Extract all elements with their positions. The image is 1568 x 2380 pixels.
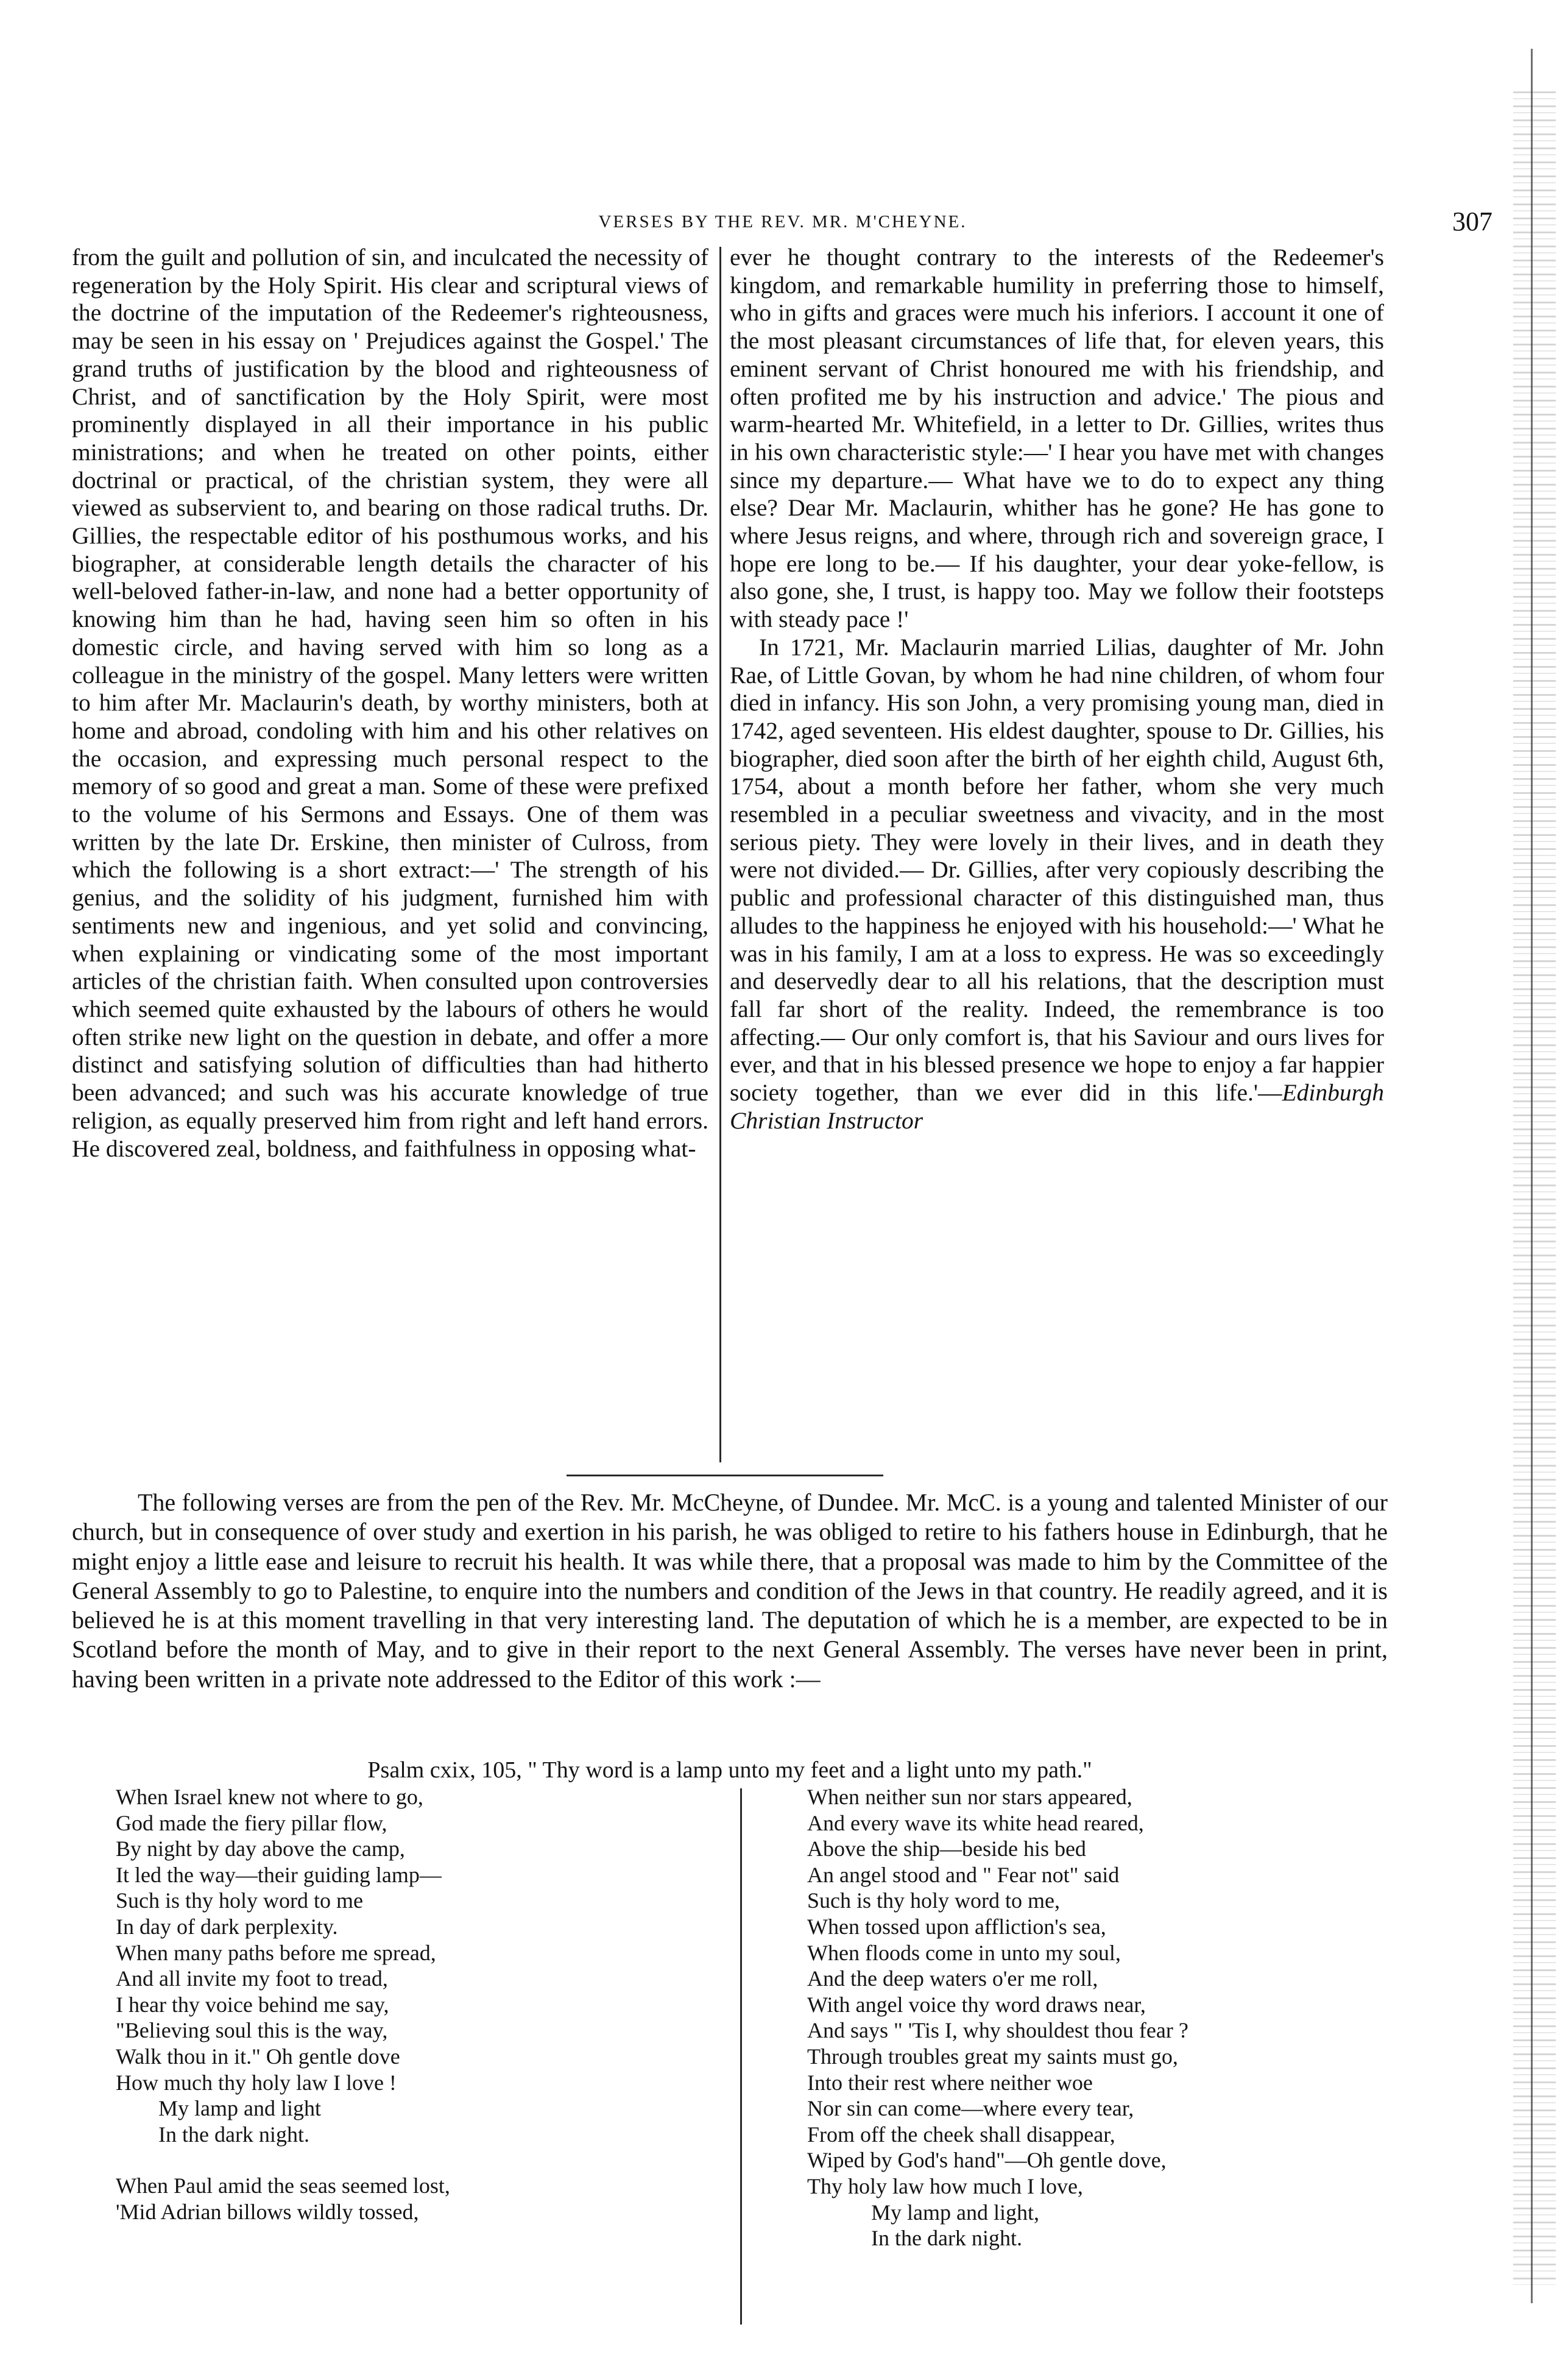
poem-column-divider — [740, 1788, 742, 2325]
article-text: In 1721, Mr. Maclaurin married Lilias, daughter of Mr. John Rae, of Little Govan, by whom he had nine children, of whom four died in infancy. His son John, a very promising young man, died in 1742, aged seventeen. His eldest daughter, spouse to Dr. Gillies, his biographer, died soon after the birth of her eighth child, August 6th, 1754, about a month before her father, whom she very much resembled in a peculiar sweetness and vivacity, and in the most serious piety. They were lovely in their lives, and in death they were not divided.— Dr. Gillies, after very copiously describing the public and professional character of this distinguished man, thus alludes to the happiness he enjoyed with his household:—' What he was in his family, I am at a loss to express. He was so exceedingly and deservedly dear to all his relations, that the description must fall far short of the reality. Indeed, the remembrance is too affecting.— Our only comfort is, that his Saviour and ours lives for ever, and that in his blessed presence we hope to enjoy a far happier society together, than we ever did in this life.'— — [730, 633, 1384, 1107]
poem-refrain-line: In the dark night. — [158, 2122, 309, 2147]
article-left-column — [72, 244, 708, 1163]
article-paragraph — [730, 634, 1384, 1135]
poem-line: How much thy holy law I love ! — [116, 2070, 397, 2095]
poem-line: Such is thy holy word to me — [116, 1888, 363, 1913]
poem-line: And says " 'Tis I, why shouldest thou fear ? — [807, 2018, 1188, 2043]
stanza-break — [116, 2147, 725, 2173]
section-divider — [567, 1475, 883, 1476]
poem-refrain-line: In the dark night. — [871, 2226, 1022, 2251]
poem-line: When floods come in unto my soul, — [807, 1940, 1121, 1965]
article-paragraph: ever he thought contrary to the interests of the Redeemer's kingdom, and remarkable humility in preferring those to himself, who in gifts and graces were much his inferiors. I account it one of the most pleasant circumstances of life that, for eleven years, this eminent servant of Christ honoured me with his friendship, and often profited me by his instruction and advice.' The pious and warm-hearted Mr. Whitefield, in a letter to Dr. Gillies, writes thus in his own characteristic style:—' I hear you have met with changes since my departure.— What have we to do to expect any thing else? Dear Mr. Maclaurin, whither has he gone? He has gone to where Jesus reigns, and where, through rich and sovereign grace, I hope ere long to be.— If his daughter, your dear yoke-fellow, is also gone, she, I trust, is happy too. May we follow their footsteps with steady pace !' — [730, 244, 1384, 633]
poem-line: Nor sin can come—where every tear, — [807, 2096, 1134, 2121]
poem-line: When tossed upon affliction's sea, — [807, 1914, 1106, 1939]
column-divider — [719, 247, 721, 1462]
poem-line: When Israel knew not where to go, — [116, 1785, 423, 1809]
poem-line: Such is thy holy word to me, — [807, 1888, 1060, 1913]
source-credit: Edinburgh Christian Instructor — [730, 1079, 1384, 1134]
poem-line: I hear thy voice behind me say, — [116, 1992, 389, 2017]
article-paragraph: from the guilt and pollution of sin, and inculcated the necessity of regeneration by the Holy Spirit. His clear and scriptural views of the doctrine of the imputation of the Redeemer's righteousness, may be seen in his essay on ' Prejudices against the Gospel.' The grand truths of justification by the blood and righteousness of Christ, and of sanctification by the Holy Spirit, were most prominently displayed in all their importance in his public ministrations; and when he treated on other points, either doctrinal or practical, of the christian system, they were all viewed as subservient to, and bearing on those radical truths. Dr. Gillies, the respectable editor of his posthumous works, and his biographer, at considerable length details the character of his well-beloved father-in-law, and none had a better opportunity of knowing him than he had, having seen him so often in his domestic circle, and having served with him so long as a colleague in the ministry of the gospel. Many letters were written to him after Mr. Maclaurin's death, by worthy ministers, both at home and abroad, condoling with him and his other relatives on the occasion, and expressing much personal respect to the memory of so good and great a man. Some of these were prefixed to the volume of his Sermons and Essays. One of them was written by the late Dr. Erskine, then minister of Culross, from which the following is a short extract:—' The strength of his genius, and the solidity of his judgment, furnished him with sentiments new and ingenious, and yet solid and convincing, when explaining or vindicating some of the most important articles of the christian faith. When consulted upon controversies which seemed quite exhausted by the labours of others he would often strike new light on the question in debate, and offer a more distinct and satisfying solution of difficulties than had hitherto been advanced; and such was his accurate knowledge of true religion, as equally preserved him from right and left hand errors. He discovered zeal, boldness, and faithfulness in opposing what- — [72, 244, 708, 1162]
poem-line: From off the cheek shall disappear, — [807, 2122, 1115, 2147]
running-head: VERSES BY THE REV. MR. M'CHEYNE. — [598, 212, 967, 232]
page-edge-scan-artifact — [1513, 91, 1556, 2285]
article-right-column — [730, 244, 1384, 1135]
page-header — [73, 206, 1492, 243]
poem-line: And the deep waters o'er me roll, — [807, 1966, 1098, 1991]
poem-line: It led the way—their guiding lamp— — [116, 1862, 442, 1887]
poem-refrain-line: My lamp and light — [158, 2096, 321, 2121]
poem-line: When Paul amid the seas seemed lost, — [116, 2173, 450, 2198]
poem-line: 'Mid Adrian billows wildly tossed, — [116, 2199, 419, 2224]
poem-line: God made the fiery pillar flow, — [116, 1810, 387, 1835]
poem-line: And all invite my foot to tread, — [116, 1966, 388, 1991]
poem-line: Through troubles great my saints must go, — [807, 2044, 1178, 2069]
poem-line: With angel voice thy word draws near, — [807, 1992, 1146, 2017]
poem-line: "Believing soul this is the way, — [116, 2018, 388, 2043]
poem-line: When neither sun nor stars appeared, — [807, 1785, 1132, 1809]
poem-line: Walk thou in it." Oh gentle dove — [116, 2044, 400, 2069]
epigraph: Psalm cxix, 105, " Thy word is a lamp unto my feet and a light unto my path." — [367, 1757, 1092, 1783]
verses-introduction: The following verses are from the pen of the Rev. Mr. McCheyne, of Dundee. Mr. McC. is a young and talented Minister of our church, but in consequence of over study and exertion in his parish, he was obliged to retire to his fathers house in Edinburgh, that he might enjoy a little ease and leisure to recruit his health. It was while there, that a proposal was made to him by the Committee of the General Assembly to go to Palestine, to enquire into the numbers and condition of the Jews in that country. He readily agreed, and it is believed he is at this moment travelling in that very interesting land. The deputation of which he is a member, are expected to be in Scotland before the month of May, and to give in their report to the next General Assembly. The verses have never been in print, having been written in a private note addressed to the Editor of this work :— — [72, 1489, 1388, 1693]
poem-line: In day of dark perplexity. — [116, 1914, 338, 1939]
poem-line: An angel stood and " Fear not" said — [807, 1862, 1120, 1887]
poem-line: And every wave its white head reared, — [807, 1810, 1144, 1835]
poem-left-column — [116, 1784, 725, 2225]
poem-line: Into their rest where neither woe — [807, 2070, 1093, 2095]
poem-line: When many paths before me spread, — [116, 1940, 436, 1965]
poem-line: Above the ship—beside his bed — [807, 1836, 1086, 1861]
page-number: 307 — [1452, 207, 1492, 236]
poem-line: Thy holy law how much I love, — [807, 2173, 1083, 2198]
poem-line: By night by day above the camp, — [116, 1836, 405, 1861]
poem-line: Wiped by God's hand"—Oh gentle dove, — [807, 2148, 1167, 2173]
poem-refrain-line: My lamp and light, — [871, 2200, 1039, 2225]
poem-right-column — [807, 1784, 1416, 2251]
